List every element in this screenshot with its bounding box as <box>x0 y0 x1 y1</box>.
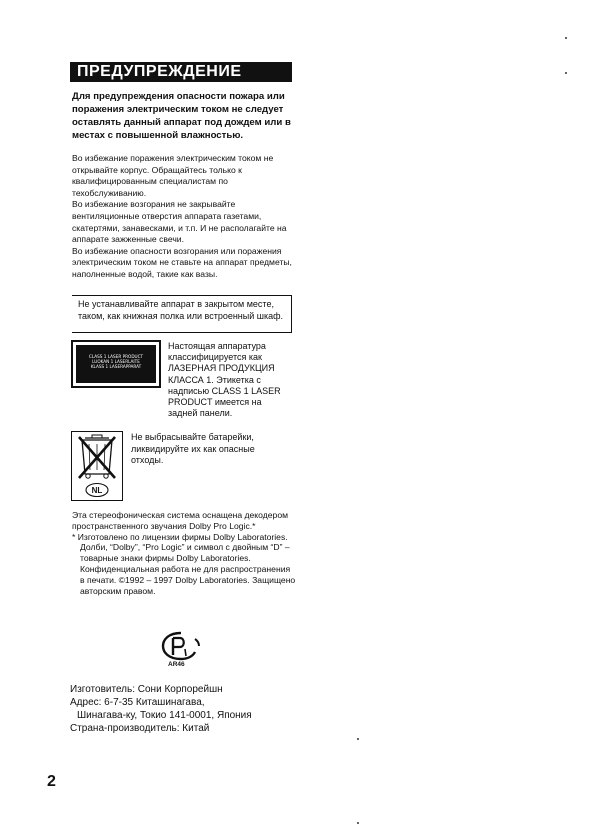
dolby-intro: Эта стереофоническая система оснащена декодером пространственного звучания Dolby Pro Logic.* <box>72 510 289 531</box>
installation-warning-text: Не устанавливайте аппарат в закрытом месте, таком, как книжная полка или встроенный шкаф. <box>78 299 284 321</box>
scan-speck <box>565 72 567 74</box>
paragraph-casing: Во избежание поражения электрическим током не открывайте корпус. Обращайтесь только к квалифицированным специалистам по техобслуживанию. <box>72 153 274 198</box>
country-of-origin: Страна-производитель: Китай <box>70 723 210 734</box>
battery-disposal-text: Не выбрасывайте батарейки, ликвидируйте их как опасные отходы. <box>131 432 255 466</box>
crossed-bin-icon <box>71 431 123 501</box>
laser-label-line: KLASS 1 LASERAPPARAT <box>90 364 142 370</box>
manufacturer-address-city: Шинагава-ку, Токио 141-0001, Япония <box>77 710 252 721</box>
dolby-notice <box>72 510 297 596</box>
laser-class-label <box>71 340 161 388</box>
installation-warning-box <box>72 295 292 333</box>
scan-speck <box>357 822 359 824</box>
manufacturer-name: Изготовитель: Сони Корпорейшн <box>70 684 223 695</box>
manufacturer-info <box>70 683 330 735</box>
safety-paragraphs <box>72 153 297 281</box>
paragraph-liquids: Во избежание опасности возгорания или поражения электрическим током не ставьте на аппарат предметы, наполненные водой, такие как вазы. <box>72 245 292 279</box>
manufacturer-address: Адрес: 6-7-35 Киташинагава, <box>70 697 205 708</box>
page-number: 2 <box>47 773 56 790</box>
scan-speck <box>565 37 567 39</box>
laser-class-text: Настоящая аппаратура классифицируется как ЛАЗЕРНАЯ ПРОДУКЦИЯ КЛАССА 1. Этикетка с надписью CLASS 1 LASER PRODUCT имеется на задней панели. <box>168 341 281 419</box>
fire-shock-warning: Для предупреждения опасности пожара или поражения электрическим током не следует оставлять данный аппарат под дождем или в местах с повышенной влажностью. <box>72 91 291 141</box>
laser-label-inner <box>76 345 156 383</box>
bin-country-code: NL <box>91 486 103 495</box>
dolby-trademark-note: Долби, “Dolby”, “Pro Logic” и символ с двойным “D” – товарные знаки фирмы Dolby Laboratories. Конфиденциальная работа не для распространения в печати. ©1992 – 1997 Dolby Laboratories. Защищено авторским правом. <box>80 542 296 596</box>
gost-mark-icon <box>155 629 207 663</box>
dolby-license-note: * Изготовлено по лицензии фирмы Dolby Laboratories. <box>72 531 288 542</box>
gost-code: AR46 <box>168 661 185 668</box>
laser-label-line: LUOKAN 1 LASERLAITE <box>92 359 140 365</box>
paragraph-ventilation: Во избежание возгорания не закрывайте вентиляционные отверстия аппарата газетами, скатертями, занавесками, и т.п. И не располагайте на аппарате зажженные свечи. <box>72 199 287 245</box>
scan-speck <box>357 738 359 740</box>
laser-label-line: CLASS 1 LASER PRODUCT <box>88 354 144 359</box>
section-title: ПРЕДУПРЕЖДЕНИЕ <box>70 62 292 82</box>
crossed-bin-icon-graphic <box>72 432 122 500</box>
